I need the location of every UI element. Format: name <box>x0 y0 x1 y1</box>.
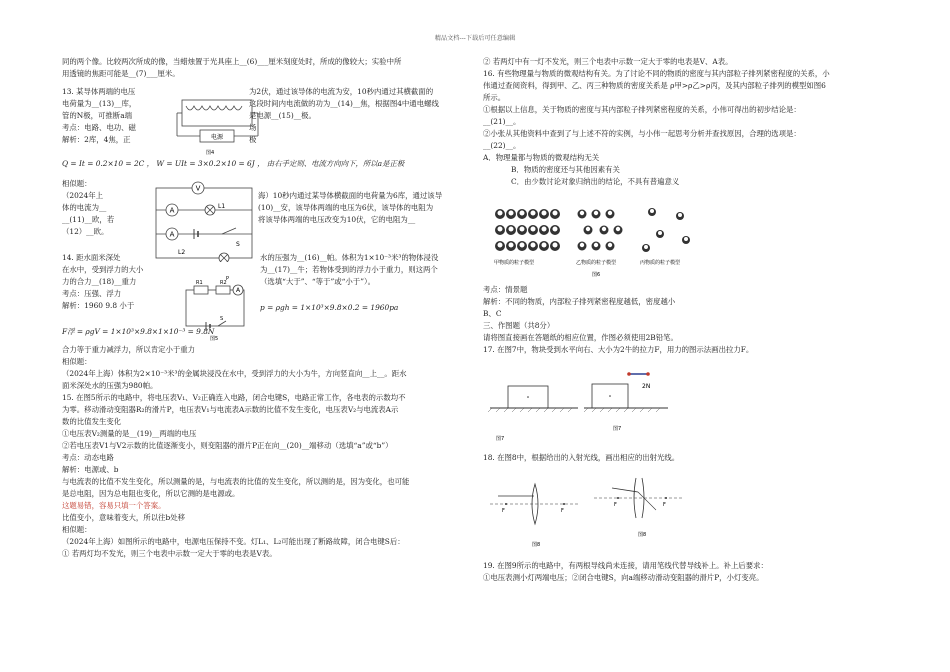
figure-4-caption: 图4 <box>206 150 215 156</box>
scale-label-2n: 2N <box>642 383 651 390</box>
power-label: 电源 <box>210 134 224 141</box>
text-line: 16. 有些物理量与物质的微观结构有关。为了讨论不同的物质的密度与其内部粒子排列紧密程度的关系，小 <box>483 69 830 78</box>
particle-model-dense <box>495 209 560 251</box>
text-line: ②若电压表V1与V2示数的比值逐渐变小，则变阻器的滑片P正在向__(20)__端移动（选填“a”或“b”） <box>62 441 393 450</box>
text-line: 13. 某导体两端的电压 <box>62 87 136 96</box>
text-line: （12）__欧。 <box>62 227 109 236</box>
text-line: 17. 在图7中，物块受到水平向右、大小为2牛的拉力F，用力的图示法画出拉力F。 <box>483 345 754 354</box>
text-line: 是电源__(15)__极。 <box>249 111 316 120</box>
figure-7-caption: 图7 <box>496 436 505 442</box>
text-line: 场 <box>249 123 257 132</box>
text-line: 电荷量为__(13)__库， <box>62 99 137 108</box>
formula-line: F浮 = ρgV = 1×10³×9.8×1×10⁻³ = 9.8N <box>62 327 215 336</box>
text-line: 是总电阻，因为总电阻也变化，所以它测的是电源或。 <box>62 489 240 498</box>
warning-note: 这题易错，容易只填一个答案。 <box>62 501 166 510</box>
similar-question-13 <box>62 178 464 248</box>
text-line: 管的N极，可推断a端 <box>62 111 132 120</box>
formula-line: Q = It = 0.2×10 = 2C ， W = UIt = 3×0.2×10 = 6J ， 由右手定则、电流方向向下，所以a是正极 <box>62 159 405 168</box>
text-line: 18. 在图8中，根据给出的入射光线，画出相应的出射光线。 <box>483 453 680 462</box>
text-line: ① 若两灯均不发光，则三个电表中示数一定大于零的电表是V表。 <box>62 549 277 558</box>
text-line: __(11)__欧，若 <box>62 215 115 224</box>
text-line: 相似题： <box>62 525 92 534</box>
text-line: ①根据以上信息，关于物质的密度与其内部粒子排列紧密程度的关系，小伟可得出的初步结论是： <box>483 105 801 114</box>
focus-left-2: F <box>614 502 617 508</box>
text-line: ①电压表测小灯两端电压；②闭合电键S，向a端移动滑动变阻器的滑片P，小灯变亮。 <box>483 573 764 582</box>
option-b: B．物质的密度还与其他因素有关 <box>511 165 620 174</box>
text-line: 15. 在图5所示的电路中，将电压表V₁、V₂正确连入电路，闭合电键S，电路正常工作，各电表的示数均不 <box>62 393 406 402</box>
text-line: ①电压表V₂测量的是__(19)__两端的电压 <box>62 429 197 438</box>
text-line: 考点：动态电路 <box>62 453 114 462</box>
section-heading: 三、作图题（共8分） <box>483 321 555 330</box>
ammeter-label-2: A <box>169 230 175 239</box>
ammeter-label: A <box>169 206 175 215</box>
text-line: 这段时间内电流做的功为__(14)__焦，根据图4中通电螺线 <box>249 99 439 108</box>
particle-model-sparse <box>642 208 690 252</box>
resistor-2-label: R2 <box>220 280 227 286</box>
model-a-caption: 甲物质的粒子模型 <box>494 260 535 266</box>
text-line: 与电流表的比值不发生变化，所以测量的是，与电流表的比值的发生变化，所以测的是，因为变化，也可能 <box>62 477 410 486</box>
resistor-1-label: R1 <box>196 280 203 286</box>
voltmeter-label: V <box>195 184 201 193</box>
text-line: 为__(17)__牛；若物体受到的浮力小于重力，则这两个 <box>260 265 438 274</box>
text-line: B、C <box>483 309 502 318</box>
text-line: 19. 在图9所示的电路中，有两根导线尚未连接，请用笔线代替导线补上。补上后要求： <box>483 561 768 570</box>
model-c-caption: 丙物质的粒子模型 <box>640 260 681 266</box>
text-line: 14. 距水面米深处 <box>62 253 121 262</box>
text-line: __(22)__。 <box>483 141 521 150</box>
text-line: 在水中，受到浮力的大小 <box>62 265 144 274</box>
focus-right-2: F <box>663 502 666 508</box>
lamp-1-label: L1 <box>218 203 226 210</box>
figure-7-block-force <box>488 368 668 444</box>
question-14 <box>62 252 464 326</box>
question-19-text <box>483 560 895 584</box>
text-line: 相似题： <box>62 179 92 188</box>
text-line: 体的电流为__ <box>62 203 107 212</box>
figure-7-caption-right: 图7 <box>613 426 622 432</box>
text-line: 相似题： <box>62 357 92 366</box>
text-line: 考点：电路、电功、磁 <box>62 123 136 132</box>
figure-5-circuit <box>180 276 252 342</box>
text-line: 考点：情景题 <box>483 285 528 294</box>
text-line: 水的压强为__(16)__帕。体积为1×10⁻³米³的物体浸没 <box>260 253 439 262</box>
text-line: 解析：1960 9.8 小于 <box>62 301 135 310</box>
text-line: 比值变小，意味着变大，所以往b处移 <box>62 513 185 522</box>
text-line: （2024年上海）如图所示的电路中，电源电压保持不变。灯L₁、L₂可能出现了断路故障，闭合电键S后： <box>62 537 405 546</box>
text-line: 海）10秒内通过某导体横截面的电荷量为6库，通过该导 <box>258 191 443 200</box>
text-line: 数的比值发生变化 <box>62 417 122 426</box>
figure-8-lenses <box>488 470 688 552</box>
text-line: 解析：电源或、b <box>62 465 119 474</box>
text-line: 用透镜的焦距可能是__(7)___厘米。 <box>62 69 180 78</box>
figure-4-solenoid <box>172 96 264 158</box>
formula-line: p = ρgh = 1×10³×9.8×0.2 = 1960pa <box>260 303 399 312</box>
text-line: 为零。移动滑动变阻器R₂的滑片P，电压表V₁与电流表A示数的比值不发生变化，电压表V₂与电流表A示 <box>62 405 399 414</box>
text-line: 解析：不同的物质，内部粒子排列紧密程度越低，密度越小 <box>483 297 676 306</box>
focus-right: F <box>561 508 564 514</box>
option-a: A．物理量都与物质的微观结构无关 <box>483 153 600 162</box>
text-line: （2024年上 <box>62 191 103 200</box>
text-line: 解析：2库，4焦，正 <box>62 135 131 144</box>
text-line: 所示。 <box>483 93 506 102</box>
figure-8-caption-right: 图8 <box>638 532 647 538</box>
switch-label: S <box>236 241 240 248</box>
text-line: 同的两个像。比较两次所成的像，当蜡烛置于光具座上__(6)___厘米刻度处时，所成的像较大；实验中所 <box>62 57 402 66</box>
text-line: 伟通过查阅资料，得到甲、乙、丙三种物质的密度关系是 ρ甲>ρ乙>ρ丙，及其内部粒子排列的模型如图6 <box>483 81 826 90</box>
switch-label-fig5: S <box>220 316 224 322</box>
text-line: 请将图直接画在答题纸的相应位置，作图必须使用2B铅笔。 <box>483 333 678 342</box>
text-line: 为2伏，通过该导体的电流为安，10秒内通过其横截面的 <box>249 87 434 96</box>
figure-5-caption: 图5 <box>210 336 219 342</box>
figure-circuit-lamps <box>152 180 258 262</box>
figure-6-particle-models <box>490 200 695 280</box>
option-c: C．由少数讨论对象归纳出的结论，不具有普遍意义 <box>511 177 680 186</box>
particle-model-medium <box>578 210 623 251</box>
text-line: （2024年上海）体积为2×10⁻³米³的金属块浸没在水中，受到浮力的大小为牛，方向竖直向__上__。距水 <box>62 369 407 378</box>
text-line: 将该导体两端的电压改变为10伏，它的电阻为__ <box>258 215 416 224</box>
focus-left: F <box>502 508 505 514</box>
ammeter-label-fig5: A <box>235 287 241 294</box>
text-line: 力的合力__(18)__重力 <box>62 277 137 286</box>
text-line: 极 <box>249 135 257 144</box>
text-line: 合力等于重力减浮力，所以肯定小于重力 <box>62 345 196 354</box>
text-line: 考点：压强、浮力 <box>62 289 122 298</box>
model-b-caption: 乙物质的粒子模型 <box>576 260 617 266</box>
right-column <box>483 56 895 188</box>
question-18-text <box>483 452 895 464</box>
text-line: （选填“大于”、“等于”或“小于”）。 <box>260 277 376 286</box>
figure-6-caption: 图6 <box>592 272 601 278</box>
page-header: 精品文档---下载后可任意编辑 <box>434 35 516 42</box>
lamp-2-label: L2 <box>178 249 186 256</box>
text-line: ②小张从其他资料中查到了与上述不符的实例，与小伟一起思考分析并查找原因，合理的选项是： <box>483 129 801 138</box>
text-line: __(21)__。 <box>483 117 521 126</box>
text-line: ② 若两灯中有一灯不发光，则三个电表中示数一定大于零的电表是V、A表。 <box>483 57 733 66</box>
figure-8-caption: 图8 <box>532 542 541 548</box>
right-column-lower <box>483 284 895 356</box>
text-line: 面米深处水的压强为980帕。 <box>62 381 158 390</box>
slider-label: P <box>226 276 230 282</box>
text-line: (10)__安，该导体两端的电压为6伏，该导体的电阻为 <box>258 203 434 212</box>
